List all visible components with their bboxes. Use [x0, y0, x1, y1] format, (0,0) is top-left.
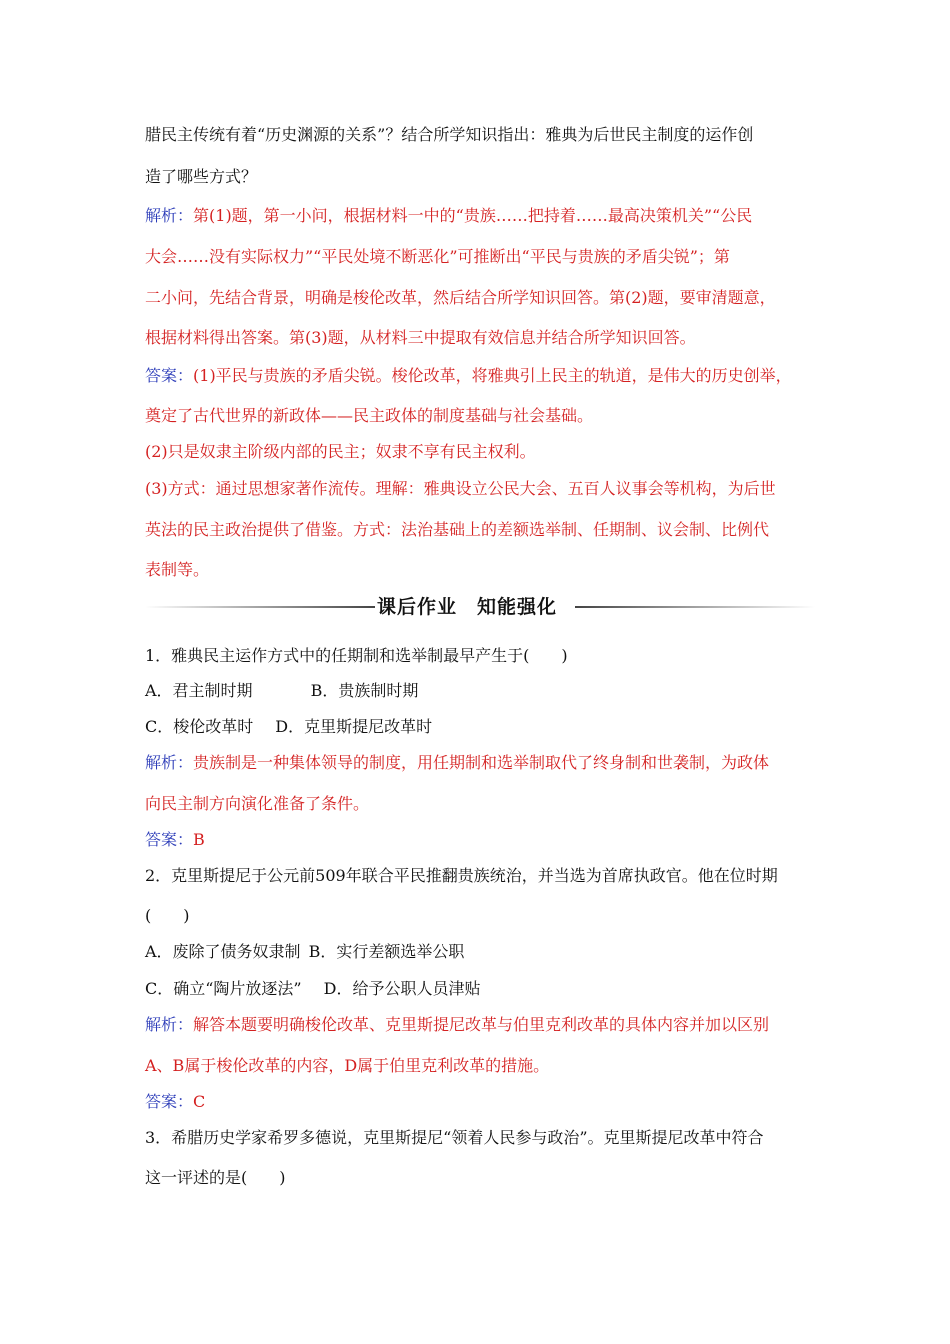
answer-text: C [193, 1092, 206, 1111]
analysis-line: 二小问，先结合背景，明确是梭伦改革，然后结合所学知识回答。第(2)题，要审清题意， [145, 288, 776, 307]
answer-label: 答案： [145, 830, 194, 849]
analysis-text: 解答本题要明确梭伦改革、克里斯提尼改革与伯里克利改革的具体内容并加以区别 [193, 1015, 770, 1034]
answer-label: 答案： [145, 1092, 194, 1111]
answer-line [145, 1091, 815, 1113]
option-row [145, 716, 815, 738]
question-stem: 这一评述的是( ) [145, 1168, 286, 1187]
option-b: B．贵族制时期 [310, 681, 419, 700]
analysis-text: 第(1)题，第一小问，根据材料一中的“贵族……把持着……最高决策机关”“公民 [193, 206, 753, 225]
analysis-label: 解析： [145, 206, 194, 225]
option-d: D．克里斯提尼改革时 [275, 717, 433, 736]
answer-text: B [193, 830, 205, 849]
analysis-label: 解析： [145, 753, 194, 772]
analysis-line [145, 752, 815, 774]
answer-line: (2)只是奴隶主阶级内部的民主；奴隶不享有民主权利。 [145, 442, 536, 461]
option-b: B．实行差额选举公职 [308, 942, 465, 961]
analysis-label: 解析： [145, 1015, 194, 1034]
analysis-line [145, 205, 815, 227]
divider [145, 606, 375, 608]
question-stem: 2．克里斯提尼于公元前509年联合平民推翻贵族统治，并当选为首席执政官。他在位时期 [145, 866, 778, 885]
analysis-text: 贵族制是一种集体领导的制度，用任期制和选举制取代了终身制和世袭制，为政体 [193, 753, 770, 772]
option-row [145, 941, 815, 963]
option-d: D．给予公职人员津贴 [323, 979, 481, 998]
answer-label: 答案： [145, 366, 194, 385]
answer-line: (3)方式：通过思想家著作流传。理解：雅典设立公民大会、五百人议事会等机构，为后世 [145, 479, 776, 498]
option-c: C．确立“陶片放逐法” [145, 979, 302, 998]
answer-line [145, 829, 815, 851]
analysis-line: 大会……没有实际权力”“平民处境不断恶化”可推断出“平民与贵族的矛盾尖锐”；第 [145, 247, 730, 266]
question-stem-line: 造了哪些方式？ [145, 167, 258, 186]
section-title: 课后作业 知能强化 [377, 596, 558, 618]
answer-line [145, 365, 815, 387]
analysis-line [145, 1014, 815, 1036]
option-a: A．君主制时期 [145, 681, 253, 700]
question-stem: 3．希腊历史学家希罗多德说，克里斯提尼“领着人民参与政治”。克里斯提尼改革中符合 [145, 1128, 764, 1147]
question-stem: 1．雅典民主运作方式中的任期制和选举制最早产生于( ) [145, 646, 568, 665]
option-row [145, 680, 815, 702]
analysis-line: 根据材料得出答案。第(3)题，从材料三中提取有效信息并结合所学知识回答。 [145, 328, 696, 347]
question-stem: ( ) [145, 906, 190, 925]
analysis-line: A、B属于梭伦改革的内容，D属于伯里克利改革的措施。 [145, 1056, 550, 1075]
answer-text: (1)平民与贵族的矛盾尖锐。梭伦改革，将雅典引上民主的轨道，是伟大的历史创举， [193, 366, 792, 385]
answer-line: 表制等。 [145, 560, 210, 579]
option-a: A．废除了债务奴隶制 [145, 942, 301, 961]
analysis-line: 向民主制方向演化准备了条件。 [145, 794, 370, 813]
answer-line: 奠定了古代世界的新政体——民主政体的制度基础与社会基础。 [145, 406, 594, 425]
divider [575, 606, 815, 608]
answer-line: 英法的民主政治提供了借鉴。方式：法治基础上的差额选举制、任期制、议会制、比例代 [145, 520, 770, 539]
question-stem-line: 腊民主传统有着“历史渊源的关系”？结合所学知识指出：雅典为后世民主制度的运作创 [145, 125, 754, 144]
option-row [145, 978, 815, 1000]
option-c: C．梭伦改革时 [145, 717, 254, 736]
section-header [145, 594, 815, 620]
